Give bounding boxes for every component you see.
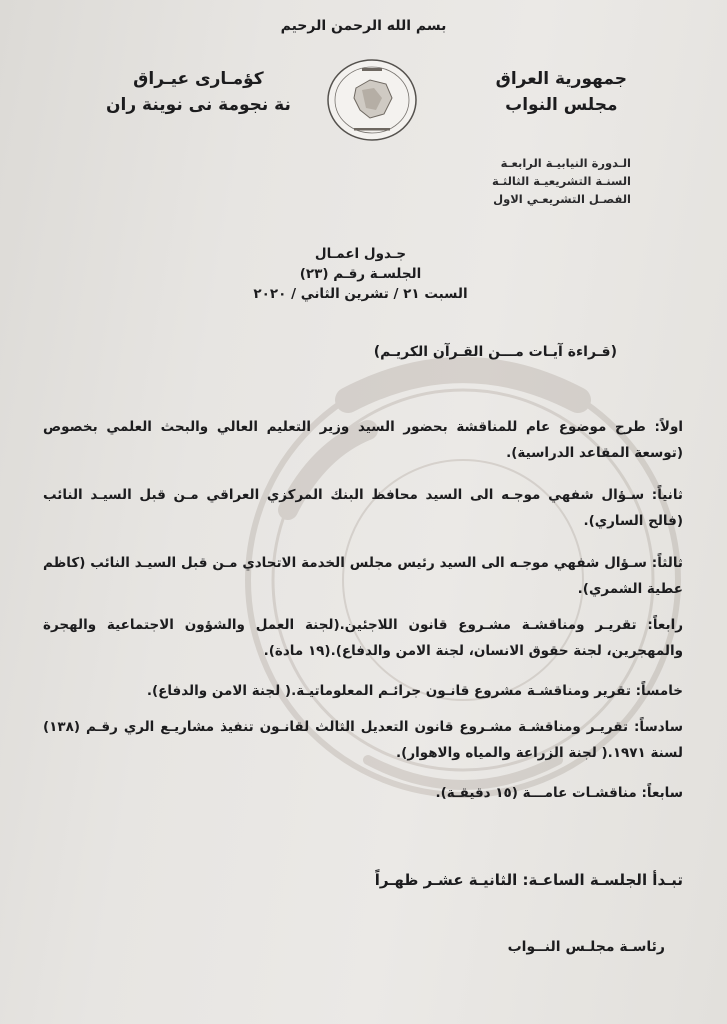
agenda-item-4: رابعاً: تقريـر ومناقشـة مشـروع قانون اللاجئين.(لجنة العمل والشؤون الاجتماعية والهجرة والمهجرين، لجنة حقوق الانسان، لجنة الامن والدفاع).(١٩ مادة). [43, 617, 683, 659]
basmala: بسم الله الرحمن الرحيم [280, 18, 447, 34]
term-year: السنـة التشريعيـة الثالثـة [492, 174, 631, 188]
session-start-time: تبـدأ الجلسـة الساعـة: الثانيـة عشـر ظهـراً [374, 871, 683, 889]
term-chapter: الفصـل التشريعـي الاول [493, 192, 631, 206]
agenda-item-1: اولاً: طرح موضوع عام للمناقشة بحضور السيد وزير التعليم العالي والبحث العلمي بخصوص (توسعة المقاعد الدراسية). [43, 419, 683, 461]
arabic-header [496, 66, 627, 118]
agenda-title: جـدول اعمـال [314, 246, 407, 262]
kurdish-header [106, 66, 291, 118]
agenda-item-6: سادساً: تقريـر ومناقشـة مشـروع قانون التعديل الثالث لقانـون تنفيذ مشاريـع الري رقـم (١٣٨) لسنة ١٩٧١.( لجنة الزراعة والمياه والاهوار). [43, 719, 683, 761]
agenda-item-7: سابعاً: مناقشـات عامـــة (١٥ دقيقـة). [435, 785, 683, 801]
signature-presidency: رئاسـة مجلـس النــواب [507, 939, 665, 955]
meeting-number: الجلسـة رقـم (٢٣) [299, 266, 422, 282]
agenda-item-5: خامساً: تقرير ومناقشـة مشروع قانـون جرائـم المعلوماتيـة.( لجنة الامن والدفاع). [146, 683, 683, 699]
agenda-item-2: ثانياً: سـؤال شفهي موجـه الى السيد محافظ البنك المركزي العراقي مـن قبل السيـد النائب (فالح الساري). [43, 487, 683, 529]
meeting-date: السبت ٢١ / تشرين الثاني / ٢٠٢٠ [253, 286, 468, 302]
term-session: الـدورة النيابيـة الرابعـة [500, 156, 631, 170]
agenda-item-3: ثالثاً: سـؤال شفهي موجـه الى السيد رئيس مجلس الخدمة الاتحادي مـن قبل السيـد النائب (كاظم عطية الشمري). [43, 555, 683, 597]
agenda-heading [0, 244, 727, 304]
kurdish-header-line2: نة نجومة نى نوينة ران [106, 95, 291, 115]
arabic-header-line1: جمهورية العراق [495, 69, 627, 89]
parliamentary-term-block [492, 154, 631, 208]
quran-reading: (قـراءة آيـات مـــن القـرآن الكريـم) [373, 344, 617, 360]
parliament-seal-icon [326, 58, 418, 142]
kurdish-header-line1: كؤمـارى عيـراق [133, 69, 264, 89]
arabic-header-line2: مجلس النواب [505, 95, 618, 115]
